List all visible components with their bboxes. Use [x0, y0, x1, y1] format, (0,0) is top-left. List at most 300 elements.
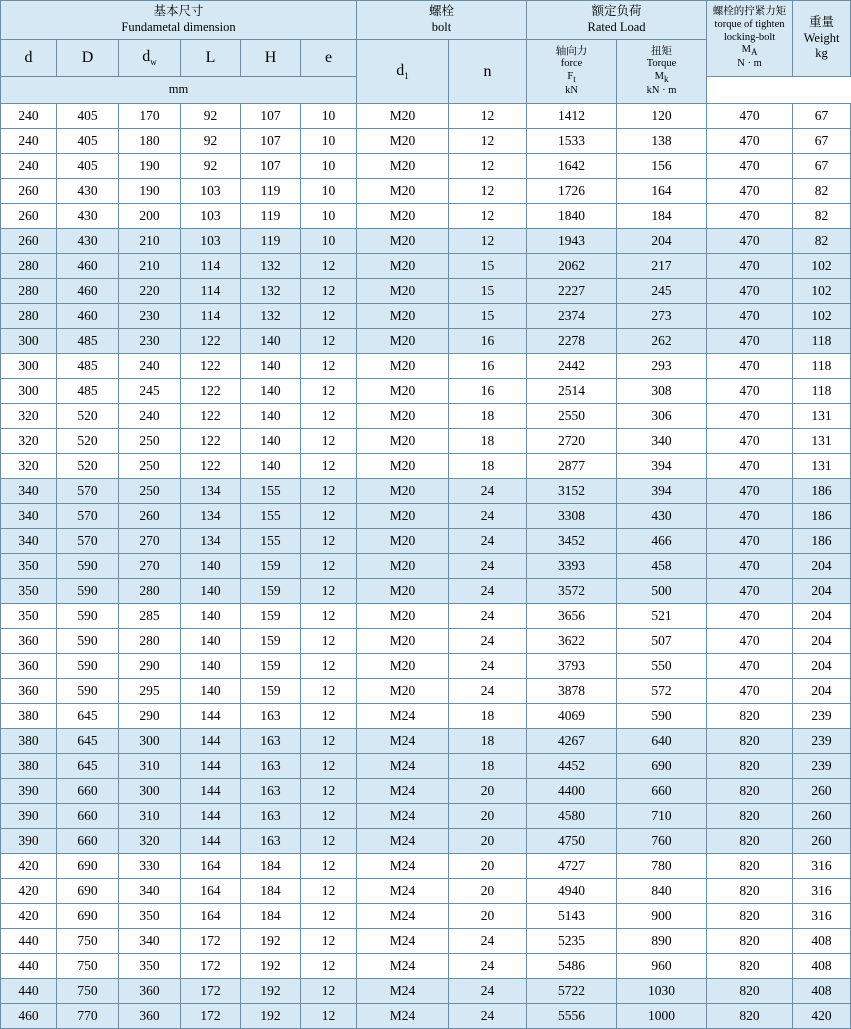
cell-d: 340 [1, 504, 57, 529]
cell-dw: 210 [119, 254, 181, 279]
table-row [1, 554, 851, 579]
cell-H: 184 [241, 854, 301, 879]
cell-torque: 500 [617, 579, 707, 604]
cell-locking-torque: 470 [707, 354, 793, 379]
cell-D: 570 [57, 504, 119, 529]
cell-D: 485 [57, 379, 119, 404]
cell-L: 92 [181, 104, 241, 129]
cell-weight: 67 [793, 104, 851, 129]
cell-force: 4750 [527, 829, 617, 854]
cell-n: 15 [449, 254, 527, 279]
cell-n: 18 [449, 404, 527, 429]
cell-weight: 239 [793, 729, 851, 754]
cell-force: 3878 [527, 679, 617, 704]
cell-locking-torque: 470 [707, 404, 793, 429]
cell-d1: M20 [357, 454, 449, 479]
cell-L: 122 [181, 354, 241, 379]
cell-d: 460 [1, 1004, 57, 1029]
cell-d1: M20 [357, 529, 449, 554]
cell-H: 107 [241, 129, 301, 154]
cell-L: 164 [181, 854, 241, 879]
cell-e: 12 [301, 329, 357, 354]
cell-e: 12 [301, 304, 357, 329]
cell-e: 12 [301, 629, 357, 654]
cell-D: 430 [57, 229, 119, 254]
cell-d: 350 [1, 604, 57, 629]
header-col-force-cn: 轴向力 [555, 45, 588, 57]
cell-n: 24 [449, 579, 527, 604]
cell-H: 132 [241, 304, 301, 329]
cell-H: 184 [241, 879, 301, 904]
header-col-torque-en: Torque [646, 58, 677, 70]
cell-n: 24 [449, 604, 527, 629]
table-row [1, 929, 851, 954]
cell-H: 159 [241, 554, 301, 579]
header-col-n: n [449, 40, 527, 104]
cell-force: 1943 [527, 229, 617, 254]
cell-n: 18 [449, 429, 527, 454]
cell-force: 5235 [527, 929, 617, 954]
cell-locking-torque: 470 [707, 129, 793, 154]
cell-d1: M20 [357, 204, 449, 229]
header-locking-torque-unit: N · m [737, 58, 762, 70]
cell-d: 380 [1, 704, 57, 729]
cell-weight: 186 [793, 529, 851, 554]
cell-e: 10 [301, 179, 357, 204]
cell-d: 390 [1, 804, 57, 829]
header-weight-cn: 重量 [809, 15, 835, 30]
cell-locking-torque: 470 [707, 479, 793, 504]
cell-n: 12 [449, 154, 527, 179]
cell-H: 163 [241, 779, 301, 804]
cell-dw: 180 [119, 129, 181, 154]
cell-H: 159 [241, 604, 301, 629]
cell-e: 10 [301, 104, 357, 129]
cell-D: 590 [57, 654, 119, 679]
cell-weight: 67 [793, 154, 851, 179]
cell-torque: 306 [617, 404, 707, 429]
cell-torque: 273 [617, 304, 707, 329]
cell-weight: 118 [793, 329, 851, 354]
cell-D: 405 [57, 154, 119, 179]
cell-d1: M24 [357, 979, 449, 1004]
header-col-dw-sub: w [150, 57, 157, 68]
cell-L: 144 [181, 754, 241, 779]
cell-L: 172 [181, 979, 241, 1004]
cell-dw: 250 [119, 429, 181, 454]
cell-e: 10 [301, 229, 357, 254]
cell-dw: 270 [119, 529, 181, 554]
header-col-torque-cn: 扭矩 [651, 45, 673, 57]
cell-D: 590 [57, 554, 119, 579]
cell-d1: M24 [357, 704, 449, 729]
cell-dw: 190 [119, 154, 181, 179]
cell-force: 4452 [527, 754, 617, 779]
cell-D: 460 [57, 304, 119, 329]
cell-locking-torque: 820 [707, 879, 793, 904]
cell-dw: 230 [119, 329, 181, 354]
cell-d: 300 [1, 379, 57, 404]
cell-torque: 394 [617, 454, 707, 479]
cell-n: 24 [449, 554, 527, 579]
cell-weight: 186 [793, 504, 851, 529]
cell-weight: 102 [793, 279, 851, 304]
header-group-weight [793, 1, 851, 77]
cell-e: 12 [301, 804, 357, 829]
cell-dw: 360 [119, 1004, 181, 1029]
cell-e: 10 [301, 204, 357, 229]
cell-d: 390 [1, 829, 57, 854]
table-row [1, 854, 851, 879]
header-col-torque-symbol-main: M [654, 70, 664, 82]
cell-weight: 82 [793, 179, 851, 204]
cell-D: 590 [57, 679, 119, 704]
cell-H: 163 [241, 804, 301, 829]
header-locking-torque-symbol-sub: A [750, 47, 758, 58]
cell-e: 12 [301, 829, 357, 854]
cell-L: 140 [181, 604, 241, 629]
cell-D: 460 [57, 279, 119, 304]
cell-torque: 293 [617, 354, 707, 379]
cell-d1: M20 [357, 354, 449, 379]
cell-weight: 316 [793, 879, 851, 904]
cell-locking-torque: 470 [707, 104, 793, 129]
cell-d1: M24 [357, 729, 449, 754]
cell-L: 92 [181, 154, 241, 179]
cell-L: 134 [181, 529, 241, 554]
cell-H: 163 [241, 704, 301, 729]
cell-force: 3393 [527, 554, 617, 579]
table-row [1, 1004, 851, 1029]
table-row [1, 404, 851, 429]
cell-H: 192 [241, 929, 301, 954]
cell-d: 350 [1, 554, 57, 579]
cell-locking-torque: 820 [707, 829, 793, 854]
cell-force: 3152 [527, 479, 617, 504]
cell-dw: 170 [119, 104, 181, 129]
cell-H: 107 [241, 154, 301, 179]
cell-H: 192 [241, 1004, 301, 1029]
cell-e: 12 [301, 579, 357, 604]
cell-e: 12 [301, 729, 357, 754]
cell-dw: 360 [119, 979, 181, 1004]
cell-L: 140 [181, 629, 241, 654]
cell-D: 590 [57, 604, 119, 629]
table-row [1, 229, 851, 254]
cell-d1: M20 [357, 254, 449, 279]
cell-L: 172 [181, 1004, 241, 1029]
cell-n: 24 [449, 504, 527, 529]
cell-d1: M20 [357, 429, 449, 454]
cell-locking-torque: 820 [707, 779, 793, 804]
cell-torque: 710 [617, 804, 707, 829]
cell-dw: 350 [119, 954, 181, 979]
cell-n: 20 [449, 854, 527, 879]
cell-e: 12 [301, 429, 357, 454]
cell-dw: 300 [119, 779, 181, 804]
cell-force: 1642 [527, 154, 617, 179]
cell-torque: 430 [617, 504, 707, 529]
cell-d1: M20 [357, 329, 449, 354]
cell-torque: 184 [617, 204, 707, 229]
cell-e: 12 [301, 879, 357, 904]
cell-d: 280 [1, 279, 57, 304]
cell-D: 520 [57, 454, 119, 479]
cell-e: 12 [301, 929, 357, 954]
cell-d1: M20 [357, 629, 449, 654]
header-group-rated-load-en: Rated Load [587, 20, 646, 34]
cell-L: 103 [181, 204, 241, 229]
cell-d1: M20 [357, 379, 449, 404]
table-row [1, 179, 851, 204]
cell-D: 645 [57, 729, 119, 754]
cell-n: 24 [449, 954, 527, 979]
cell-d1: M20 [357, 404, 449, 429]
cell-weight: 239 [793, 754, 851, 779]
cell-dw: 280 [119, 629, 181, 654]
cell-n: 24 [449, 479, 527, 504]
cell-weight: 204 [793, 654, 851, 679]
cell-d: 320 [1, 404, 57, 429]
cell-H: 140 [241, 354, 301, 379]
cell-weight: 118 [793, 354, 851, 379]
cell-H: 163 [241, 754, 301, 779]
cell-dw: 260 [119, 504, 181, 529]
cell-torque: 204 [617, 229, 707, 254]
cell-H: 119 [241, 229, 301, 254]
cell-force: 2062 [527, 254, 617, 279]
cell-D: 660 [57, 829, 119, 854]
cell-torque: 262 [617, 329, 707, 354]
cell-d: 360 [1, 679, 57, 704]
cell-d: 300 [1, 329, 57, 354]
cell-force: 3793 [527, 654, 617, 679]
cell-e: 10 [301, 154, 357, 179]
cell-d: 320 [1, 429, 57, 454]
cell-force: 3572 [527, 579, 617, 604]
cell-weight: 260 [793, 804, 851, 829]
cell-force: 4069 [527, 704, 617, 729]
cell-L: 144 [181, 729, 241, 754]
cell-dw: 245 [119, 379, 181, 404]
cell-L: 134 [181, 504, 241, 529]
cell-force: 2877 [527, 454, 617, 479]
cell-locking-torque: 470 [707, 529, 793, 554]
header-group-bolt-cn: 螺栓 [429, 4, 455, 19]
header-col-d1-main: d [396, 61, 405, 79]
table-row [1, 704, 851, 729]
cell-force: 4580 [527, 804, 617, 829]
cell-n: 20 [449, 829, 527, 854]
cell-dw: 220 [119, 279, 181, 304]
cell-locking-torque: 470 [707, 629, 793, 654]
cell-H: 184 [241, 904, 301, 929]
cell-L: 140 [181, 579, 241, 604]
cell-n: 24 [449, 1004, 527, 1029]
cell-D: 750 [57, 979, 119, 1004]
cell-e: 12 [301, 454, 357, 479]
cell-locking-torque: 470 [707, 204, 793, 229]
cell-dw: 280 [119, 579, 181, 604]
header-group-rated-load [527, 1, 707, 40]
cell-d: 260 [1, 179, 57, 204]
cell-L: 144 [181, 704, 241, 729]
cell-d1: M24 [357, 854, 449, 879]
cell-d1: M20 [357, 104, 449, 129]
cell-e: 12 [301, 279, 357, 304]
cell-n: 24 [449, 929, 527, 954]
cell-force: 3656 [527, 604, 617, 629]
cell-d1: M24 [357, 879, 449, 904]
cell-force: 4267 [527, 729, 617, 754]
header-col-force-symbol-main: F [567, 70, 574, 82]
cell-e: 12 [301, 379, 357, 404]
cell-L: 144 [181, 829, 241, 854]
cell-e: 12 [301, 554, 357, 579]
header-col-torque-symbol-sub: k [663, 73, 669, 84]
header-group-bolt-en: bolt [431, 20, 452, 34]
cell-locking-torque: 470 [707, 554, 793, 579]
cell-dw: 340 [119, 929, 181, 954]
header-col-force-symbol [527, 71, 616, 85]
cell-d: 340 [1, 529, 57, 554]
cell-H: 140 [241, 454, 301, 479]
cell-dw: 240 [119, 404, 181, 429]
table-row [1, 654, 851, 679]
cell-D: 590 [57, 629, 119, 654]
cell-locking-torque: 820 [707, 704, 793, 729]
cell-D: 485 [57, 329, 119, 354]
table-row [1, 829, 851, 854]
table-row [1, 879, 851, 904]
cell-e: 12 [301, 704, 357, 729]
cell-locking-torque: 470 [707, 304, 793, 329]
cell-torque: 550 [617, 654, 707, 679]
cell-force: 3308 [527, 504, 617, 529]
cell-H: 132 [241, 254, 301, 279]
cell-e: 12 [301, 854, 357, 879]
cell-weight: 131 [793, 404, 851, 429]
table-row [1, 304, 851, 329]
cell-weight: 82 [793, 229, 851, 254]
cell-torque: 760 [617, 829, 707, 854]
cell-weight: 204 [793, 679, 851, 704]
cell-d: 390 [1, 779, 57, 804]
cell-L: 140 [181, 679, 241, 704]
cell-torque: 245 [617, 279, 707, 304]
cell-D: 690 [57, 904, 119, 929]
cell-d: 360 [1, 654, 57, 679]
cell-e: 12 [301, 979, 357, 1004]
cell-d: 420 [1, 879, 57, 904]
cell-force: 2278 [527, 329, 617, 354]
cell-L: 144 [181, 779, 241, 804]
cell-torque: 217 [617, 254, 707, 279]
cell-force: 1840 [527, 204, 617, 229]
cell-n: 24 [449, 629, 527, 654]
header-group-fundamental [1, 1, 357, 40]
cell-locking-torque: 820 [707, 854, 793, 879]
cell-dw: 290 [119, 704, 181, 729]
cell-D: 570 [57, 479, 119, 504]
header-col-D: D [57, 40, 119, 77]
table-row [1, 379, 851, 404]
cell-torque: 1030 [617, 979, 707, 1004]
table-row [1, 529, 851, 554]
cell-n: 15 [449, 304, 527, 329]
table-row [1, 979, 851, 1004]
cell-weight: 260 [793, 779, 851, 804]
cell-n: 16 [449, 354, 527, 379]
cell-weight: 102 [793, 254, 851, 279]
cell-e: 12 [301, 1004, 357, 1029]
cell-locking-torque: 470 [707, 454, 793, 479]
header-col-torque [617, 40, 707, 104]
cell-H: 119 [241, 204, 301, 229]
header-group-bolt [357, 1, 527, 40]
cell-torque: 890 [617, 929, 707, 954]
cell-D: 770 [57, 1004, 119, 1029]
cell-locking-torque: 820 [707, 804, 793, 829]
cell-L: 122 [181, 404, 241, 429]
cell-locking-torque: 470 [707, 329, 793, 354]
cell-H: 163 [241, 729, 301, 754]
cell-locking-torque: 470 [707, 429, 793, 454]
cell-n: 15 [449, 279, 527, 304]
cell-force: 2227 [527, 279, 617, 304]
cell-d: 320 [1, 454, 57, 479]
table-row [1, 129, 851, 154]
cell-L: 122 [181, 429, 241, 454]
cell-d: 420 [1, 904, 57, 929]
cell-d: 420 [1, 854, 57, 879]
cell-force: 5486 [527, 954, 617, 979]
cell-e: 10 [301, 129, 357, 154]
table-row [1, 679, 851, 704]
cell-torque: 521 [617, 604, 707, 629]
cell-force: 2442 [527, 354, 617, 379]
cell-force: 5556 [527, 1004, 617, 1029]
cell-e: 12 [301, 504, 357, 529]
header-row-group [1, 1, 851, 40]
cell-torque: 156 [617, 154, 707, 179]
cell-d: 340 [1, 479, 57, 504]
cell-d1: M24 [357, 904, 449, 929]
header-unit-mm: mm [1, 77, 357, 104]
cell-torque: 590 [617, 704, 707, 729]
header-weight-en: Weight [803, 30, 840, 45]
cell-n: 12 [449, 104, 527, 129]
cell-torque: 394 [617, 479, 707, 504]
cell-torque: 138 [617, 129, 707, 154]
cell-d1: M20 [357, 654, 449, 679]
cell-d1: M20 [357, 679, 449, 704]
cell-L: 114 [181, 254, 241, 279]
cell-weight: 408 [793, 954, 851, 979]
cell-torque: 458 [617, 554, 707, 579]
cell-torque: 164 [617, 179, 707, 204]
cell-H: 155 [241, 504, 301, 529]
cell-force: 2514 [527, 379, 617, 404]
cell-force: 3622 [527, 629, 617, 654]
cell-e: 12 [301, 604, 357, 629]
cell-L: 164 [181, 904, 241, 929]
cell-dw: 200 [119, 204, 181, 229]
cell-dw: 290 [119, 654, 181, 679]
cell-d: 240 [1, 154, 57, 179]
cell-d1: M20 [357, 479, 449, 504]
cell-force: 2374 [527, 304, 617, 329]
